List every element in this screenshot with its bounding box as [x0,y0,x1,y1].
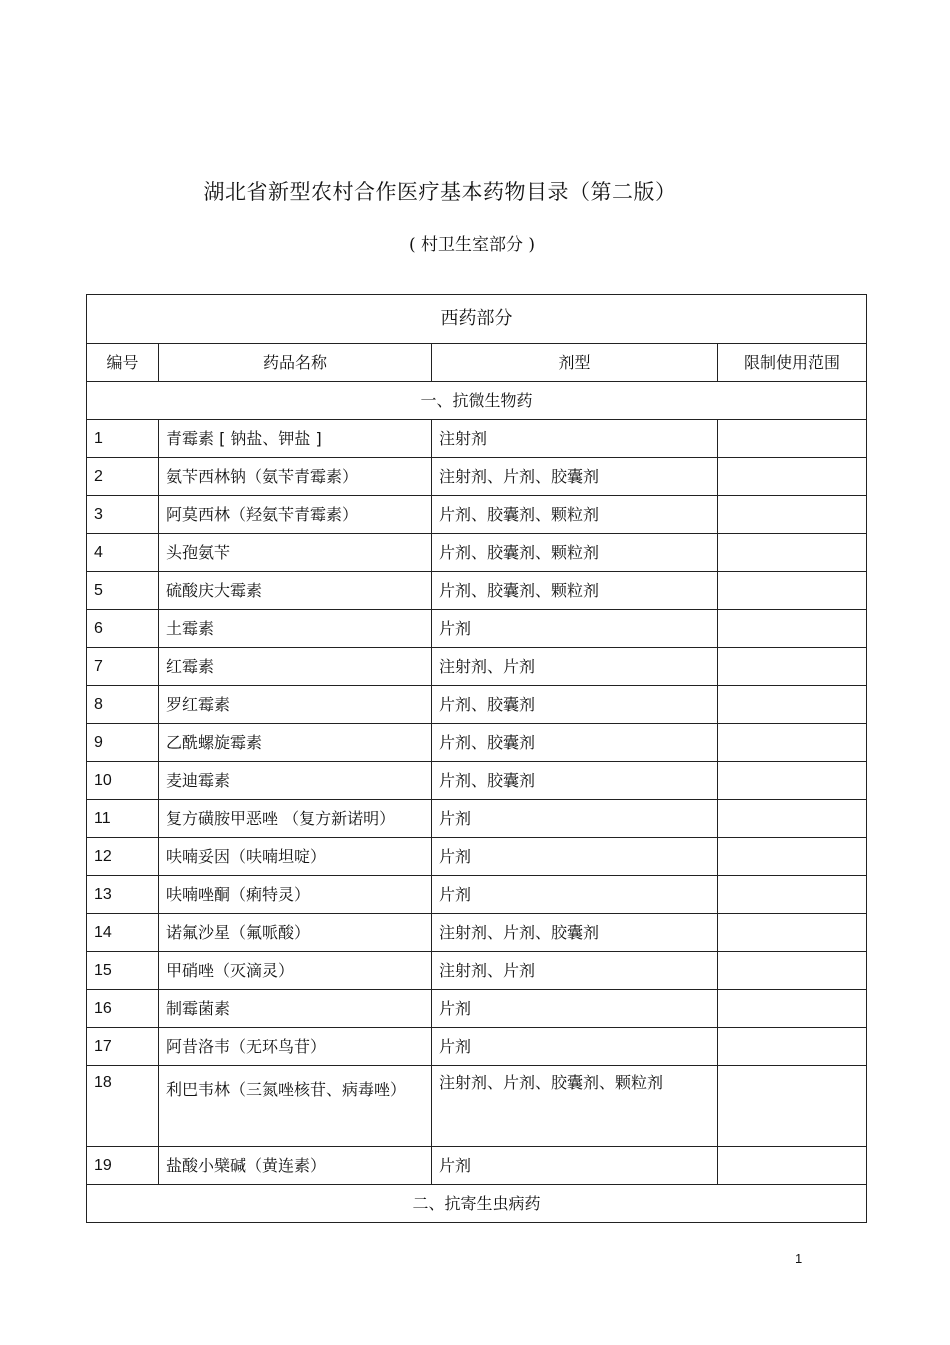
row-number: 14 [87,914,159,952]
row-number: 8 [87,686,159,724]
row-number: 12 [87,838,159,876]
table-row [87,496,867,534]
drug-name: 阿昔洛韦（无环鸟苷） [159,1028,432,1066]
drug-name: 氨苄西林钠（氨苄青霉素） [159,458,432,496]
row-number: 17 [87,1028,159,1066]
table-row [87,914,867,952]
drug-catalog-table [86,294,867,1223]
restriction [718,990,867,1028]
dosage-form: 注射剂 [432,420,718,458]
header-drug-name: 药品名称 [159,344,432,382]
document-title: 湖北省新型农村合作医疗基本药物目录（第二版） [203,180,677,204]
drug-name: 青霉素 [ 钠盐、钾盐 ] [159,420,432,458]
dosage-form: 片剂、胶囊剂、颗粒剂 [432,572,718,610]
table-row [87,762,867,800]
section-title: 西药部分 [87,295,867,344]
document-subtitle: ( 村卫生室部分 ) [408,235,536,255]
restriction [718,838,867,876]
dosage-form: 片剂 [432,838,718,876]
dosage-form: 片剂 [432,990,718,1028]
restriction [718,762,867,800]
table-row [87,1147,867,1185]
table-row [87,686,867,724]
drug-name: 阿莫西林（羟氨苄青霉素） [159,496,432,534]
table-header-row [87,344,867,382]
table-row [87,1028,867,1066]
table-row [87,648,867,686]
drug-name: 甲硝唑（灭滴灵） [159,952,432,990]
row-number: 16 [87,990,159,1028]
table-row [87,420,867,458]
dosage-form: 片剂、胶囊剂 [432,686,718,724]
drug-name: 复方磺胺甲恶唑 （复方新诺明） [159,800,432,838]
category-label: 一、抗微生物药 [87,382,867,420]
restriction [718,1028,867,1066]
row-number: 3 [87,496,159,534]
header-number: 编号 [87,344,159,382]
drug-name: 诺氟沙星（氟哌酸） [159,914,432,952]
drug-name: 呋喃唑酮（痢特灵） [159,876,432,914]
restriction [718,458,867,496]
drug-name: 制霉菌素 [159,990,432,1028]
table-row [87,1066,867,1147]
restriction [718,420,867,458]
dosage-form: 注射剂、片剂 [432,648,718,686]
drug-name: 呋喃妥因（呋喃坦啶） [159,838,432,876]
dosage-form: 注射剂、片剂、胶囊剂 [432,458,718,496]
dosage-form: 片剂 [432,1028,718,1066]
restriction [718,914,867,952]
drug-name: 硫酸庆大霉素 [159,572,432,610]
table-row [87,838,867,876]
drug-name: 麦迪霉素 [159,762,432,800]
row-number: 6 [87,610,159,648]
restriction [718,1147,867,1185]
drug-name: 红霉素 [159,648,432,686]
table-row [87,724,867,762]
row-number: 19 [87,1147,159,1185]
dosage-form: 片剂、胶囊剂、颗粒剂 [432,534,718,572]
dosage-form: 注射剂、片剂、胶囊剂 [432,914,718,952]
row-number: 11 [87,800,159,838]
restriction [718,572,867,610]
category-row [87,382,867,420]
table-row [87,990,867,1028]
drug-name: 盐酸小檗碱（黄连素） [159,1147,432,1185]
drug-name: 土霉素 [159,610,432,648]
section-title-row [87,295,867,344]
dosage-form: 注射剂、片剂 [432,952,718,990]
restriction [718,610,867,648]
dosage-form: 注射剂、片剂、胶囊剂、颗粒剂 [432,1066,718,1147]
table-row [87,952,867,990]
header-dosage-form: 剂型 [432,344,718,382]
row-number: 4 [87,534,159,572]
restriction [718,876,867,914]
row-number: 13 [87,876,159,914]
restriction [718,952,867,990]
restriction [718,724,867,762]
drug-name: 利巴韦林（三氮唑核苷、病毒唑） [159,1066,432,1147]
restriction [718,1066,867,1147]
drug-name: 乙酰螺旋霉素 [159,724,432,762]
row-number: 7 [87,648,159,686]
restriction [718,800,867,838]
row-number: 18 [87,1066,159,1147]
dosage-form: 片剂 [432,800,718,838]
row-number: 9 [87,724,159,762]
table-row [87,572,867,610]
dosage-form: 片剂、胶囊剂 [432,724,718,762]
category-label: 二、抗寄生虫病药 [87,1185,867,1223]
dosage-form: 片剂 [432,876,718,914]
dosage-form: 片剂 [432,610,718,648]
restriction [718,534,867,572]
restriction [718,686,867,724]
row-number: 5 [87,572,159,610]
row-number: 1 [87,420,159,458]
table-row [87,534,867,572]
drug-name: 罗红霉素 [159,686,432,724]
header-restriction: 限制使用范围 [718,344,867,382]
drug-name: 头孢氨苄 [159,534,432,572]
dosage-form: 片剂 [432,1147,718,1185]
table-row [87,876,867,914]
restriction [718,496,867,534]
row-number: 10 [87,762,159,800]
dosage-form: 片剂、胶囊剂、颗粒剂 [432,496,718,534]
row-number: 2 [87,458,159,496]
row-number: 15 [87,952,159,990]
table-row [87,800,867,838]
dosage-form: 片剂、胶囊剂 [432,762,718,800]
table-row [87,458,867,496]
category-row [87,1185,867,1223]
restriction [718,648,867,686]
table-row [87,610,867,648]
page-number: 1 [795,1251,803,1266]
